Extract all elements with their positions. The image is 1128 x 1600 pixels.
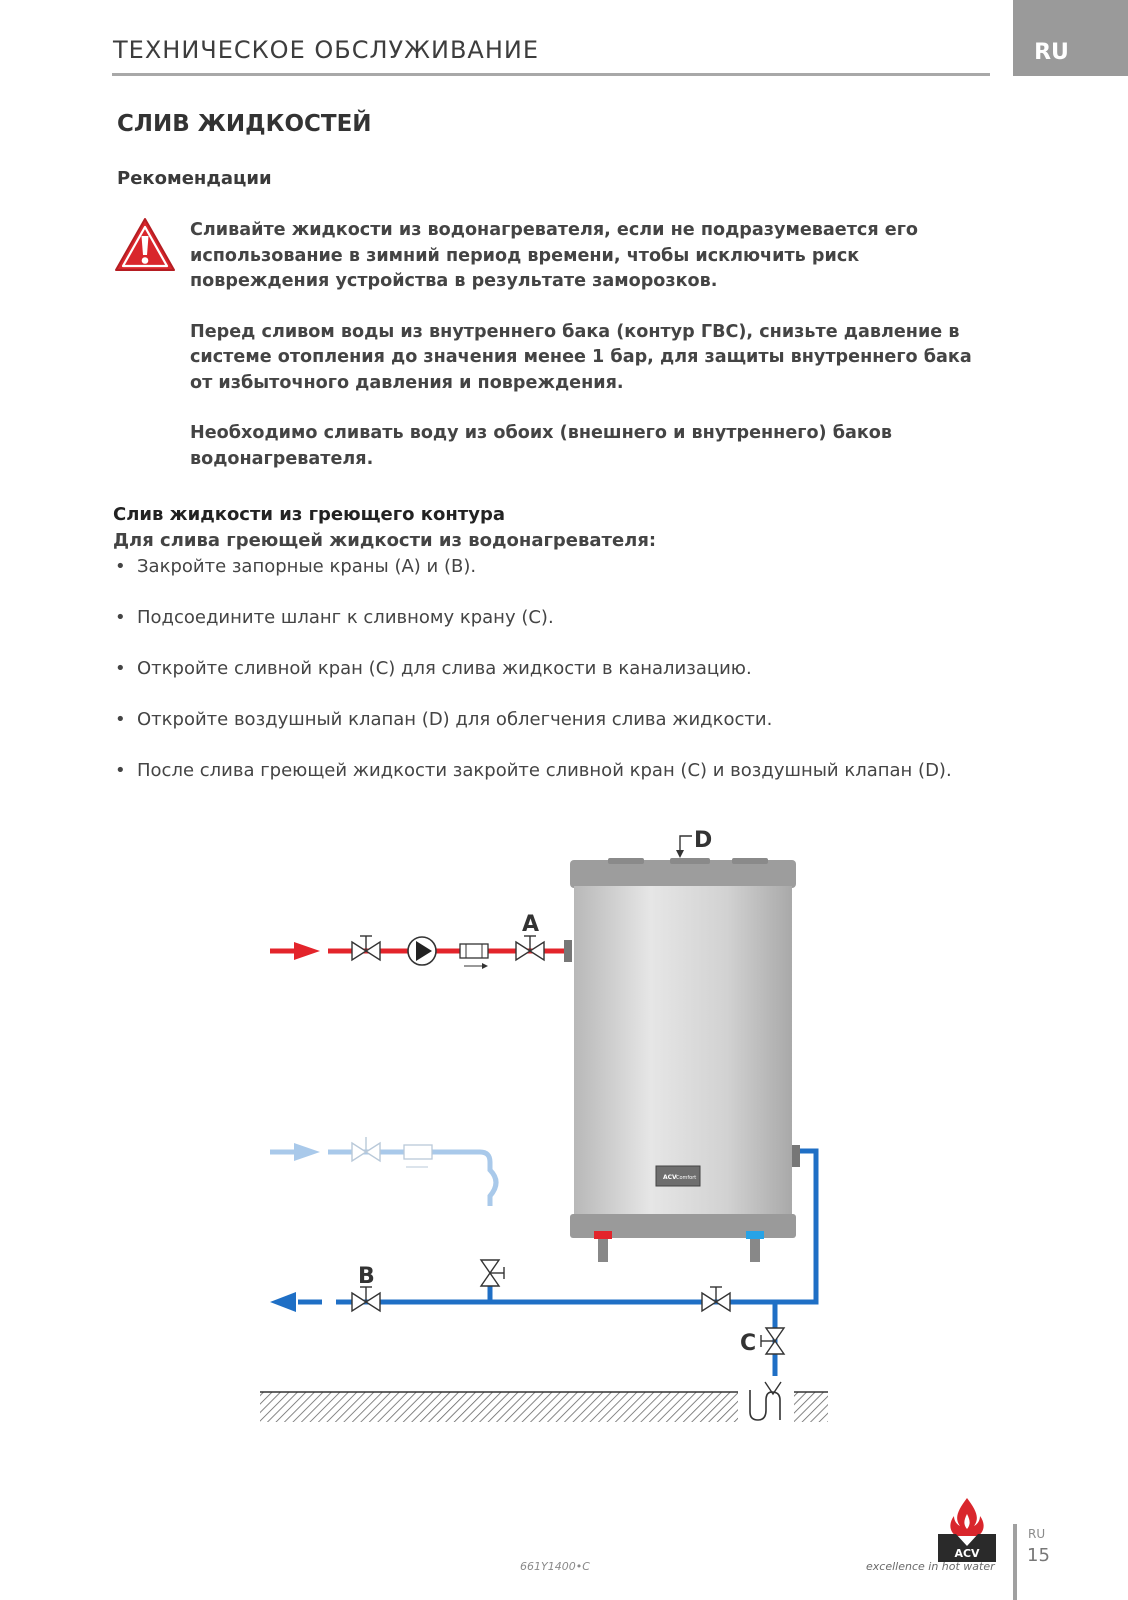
warning-paragraph: Сливайте жидкости из водонагревателя, если не подразумевается его использование в зимний период времени, чтобы исключить риск повреждения устройства в результате заморозков. — [190, 220, 918, 291]
list-item — [113, 556, 993, 578]
drain-intro: Для слива греющей жидкости из водонагревателя: — [113, 530, 657, 551]
step-text: Подсоедините шланг к сливному крану (C). — [137, 607, 554, 628]
vertical-valve — [481, 1260, 504, 1286]
bullet: • — [115, 556, 126, 577]
footer-divider — [1013, 1524, 1017, 1600]
air-vent-pointer — [676, 828, 712, 858]
acv-logo — [936, 1496, 998, 1564]
flow-meter-icon — [460, 944, 488, 969]
floor-hatch — [260, 1392, 828, 1422]
tagline: excellence in hot water — [866, 1560, 995, 1573]
badge-model: Comfort — [676, 1175, 697, 1181]
water-heater-tank — [564, 858, 800, 1262]
bullet: • — [115, 658, 126, 679]
language-tab — [1013, 0, 1128, 76]
step-text: После слива греющей жидкости закройте сливной кран (C) и воздушный клапан (D). — [137, 760, 952, 781]
recommendations-title: Рекомендации — [117, 168, 272, 189]
label-a: A — [522, 912, 540, 937]
label-c: C — [740, 1331, 757, 1356]
warning-paragraph: Необходимо сливать воду из обоих (внешнего и внутреннего) баков водонагревателя. — [190, 423, 893, 469]
warning-text-block — [190, 218, 990, 497]
warning-triangle-icon — [113, 216, 177, 274]
header-divider — [112, 73, 990, 76]
bullet: • — [115, 760, 126, 781]
language-tab-label: RU — [1034, 39, 1069, 65]
section-title: СЛИВ ЖИДКОСТЕЙ — [117, 111, 372, 137]
circulation-pump-icon — [408, 937, 436, 965]
footer-language: RU — [1028, 1527, 1046, 1541]
return-valve — [702, 1287, 730, 1311]
header-title: ТЕХНИЧЕСКОЕ ОБСЛУЖИВАНИЕ — [113, 36, 539, 64]
drain-heading-block — [113, 502, 656, 554]
logo-text: ACV — [954, 1547, 980, 1560]
piping-diagram — [258, 820, 858, 1460]
badge-brand: ACV — [663, 1174, 677, 1181]
bullet: • — [115, 607, 126, 628]
drain-heading: Слив жидкости из греющего контура — [113, 504, 505, 525]
step-text: Закройте запорные краны (A) и (B). — [137, 556, 477, 577]
label-b: B — [358, 1264, 375, 1289]
step-text: Откройте воздушный клапан (D) для облегчения слива жидкости. — [137, 709, 773, 730]
bullet: • — [115, 709, 126, 730]
list-item — [113, 607, 993, 629]
hot-supply-line — [270, 912, 564, 969]
faded-cold-line — [270, 1137, 496, 1206]
label-d: D — [694, 828, 713, 853]
tank-badge — [656, 1166, 700, 1186]
drain-siphon-icon — [750, 1382, 781, 1420]
list-item — [113, 709, 993, 731]
list-item — [113, 760, 993, 782]
drain-steps-list — [113, 556, 993, 811]
hot-isolation-valve — [352, 936, 380, 960]
list-item — [113, 658, 993, 680]
warning-paragraph: Перед сливом воды из внутреннего бака (контур ГВС), снизьте давление в системе отопления до значения менее 1 бар, для защиты внутреннего бака от избыточного давления и повреждения. — [190, 321, 972, 393]
step-text: Откройте сливной кран (C) для слива жидкости в канализацию. — [137, 658, 752, 679]
document-code: 661Y1400•C — [520, 1560, 590, 1573]
page-number: 15 — [1027, 1545, 1050, 1566]
